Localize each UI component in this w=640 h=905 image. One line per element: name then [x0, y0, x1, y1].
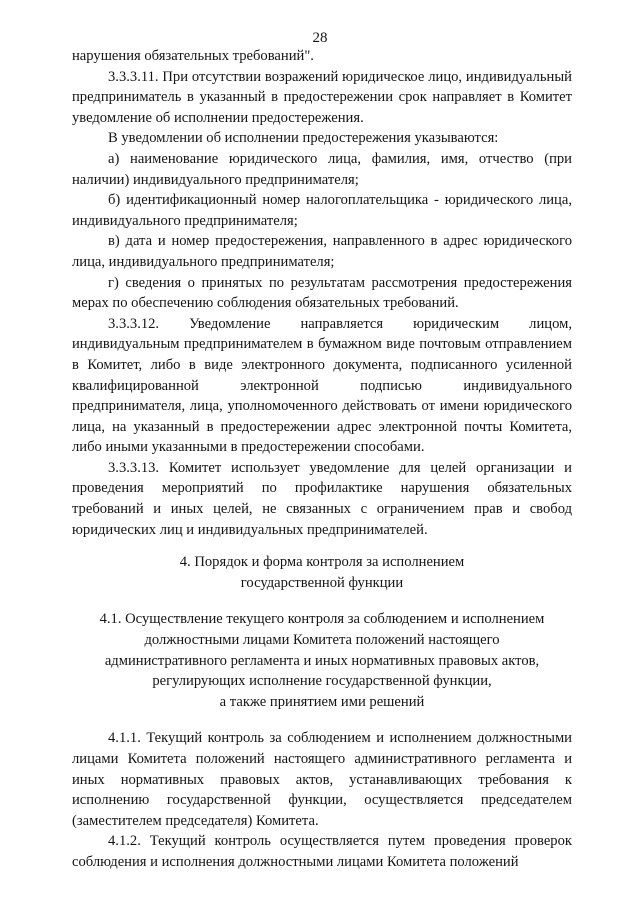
- subsection-heading-line-4: регулирующих исполнение государственной функции,: [152, 673, 492, 690]
- subsection-heading-line-3: административного регламента и иных нормативных правовых актов,: [104, 652, 540, 669]
- section-heading-line-2: государственной функции: [240, 574, 404, 591]
- page-number: 28: [312, 30, 328, 46]
- list-item-a: а) наименование юридического лица, фамилия, имя, отчество (при наличии) индивидуального предпринимателя;: [72, 150, 572, 188]
- body-text: [72, 46, 572, 873]
- section-heading-line-1: 4. Порядок и форма контроля за исполнением: [179, 554, 465, 571]
- subsection-heading-line-1: 4.1. Осуществление текущего контроля за соблюдением и исполнением: [99, 611, 545, 628]
- paragraph-continuation: нарушения обязательных требований".: [72, 48, 314, 64]
- list-item-v: в) дата и номер предостережения, направленного в адрес юридического лица, индивидуального предпринимателя;: [72, 233, 572, 270]
- list-item-b: б) идентификационный номер налогоплательщика - юридического лица, индивидуального предпринимателя;: [72, 192, 572, 229]
- paragraph-3-3-3-12: 3.3.3.12. Уведомление направляется юридическим лицом, индивидуальным предпринимателем в бумажном виде почтовым отправлением в Комитет, либо в виде электронного документа, подписанного усиленной квалифицированной электронной подписью индивидуального предпринимателя, лица, уполномоченного действовать от имени юридического лица, на указанный в предостережении адрес электронной почты Комитета, либо иными указанными в предостережении способами.: [72, 315, 572, 456]
- paragraph-notice-contents: В уведомлении об исполнении предостережения указываются:: [108, 130, 499, 147]
- subsection-heading-line-2: должностными лицами Комитета положений настоящего: [144, 632, 500, 649]
- list-item-g: г) сведения о принятых по результатам рассмотрения предостережения мерах по обеспечению соблюдения обязательных требований.: [72, 274, 572, 312]
- subsection-heading-line-5: а также принятием ими решений: [219, 693, 425, 710]
- paragraph-4-1-1: 4.1.1. Текущий контроль за соблюдением и исполнением должностными лицами Комитета положений настоящего административного регламента и иных нормативных правовых актов, устанавливающих требования к исполнению государственной функции, осуществляется председателем (заместителем председателя) Комитета.: [72, 730, 572, 829]
- paragraph-3-3-3-11: 3.3.3.11. При отсутствии возражений юридическое лицо, индивидуальный предприниматель в указанный в предостережении срок направляет в Комитет уведомление об исполнении предостережения.: [72, 68, 572, 126]
- paragraph-3-3-3-13: 3.3.3.13. Комитет использует уведомление для целей организации и проведения мероприятий по профилактике нарушения обязательных требований и иных целей, не связанных с ограничением прав и свобод юридических лиц и индивидуальных предпринимателей.: [72, 459, 572, 538]
- paragraph-4-1-2: 4.1.2. Текущий контроль осуществляется путем проведения проверок соблюдения и исполнения должностными лицами Комитета положений: [72, 833, 572, 870]
